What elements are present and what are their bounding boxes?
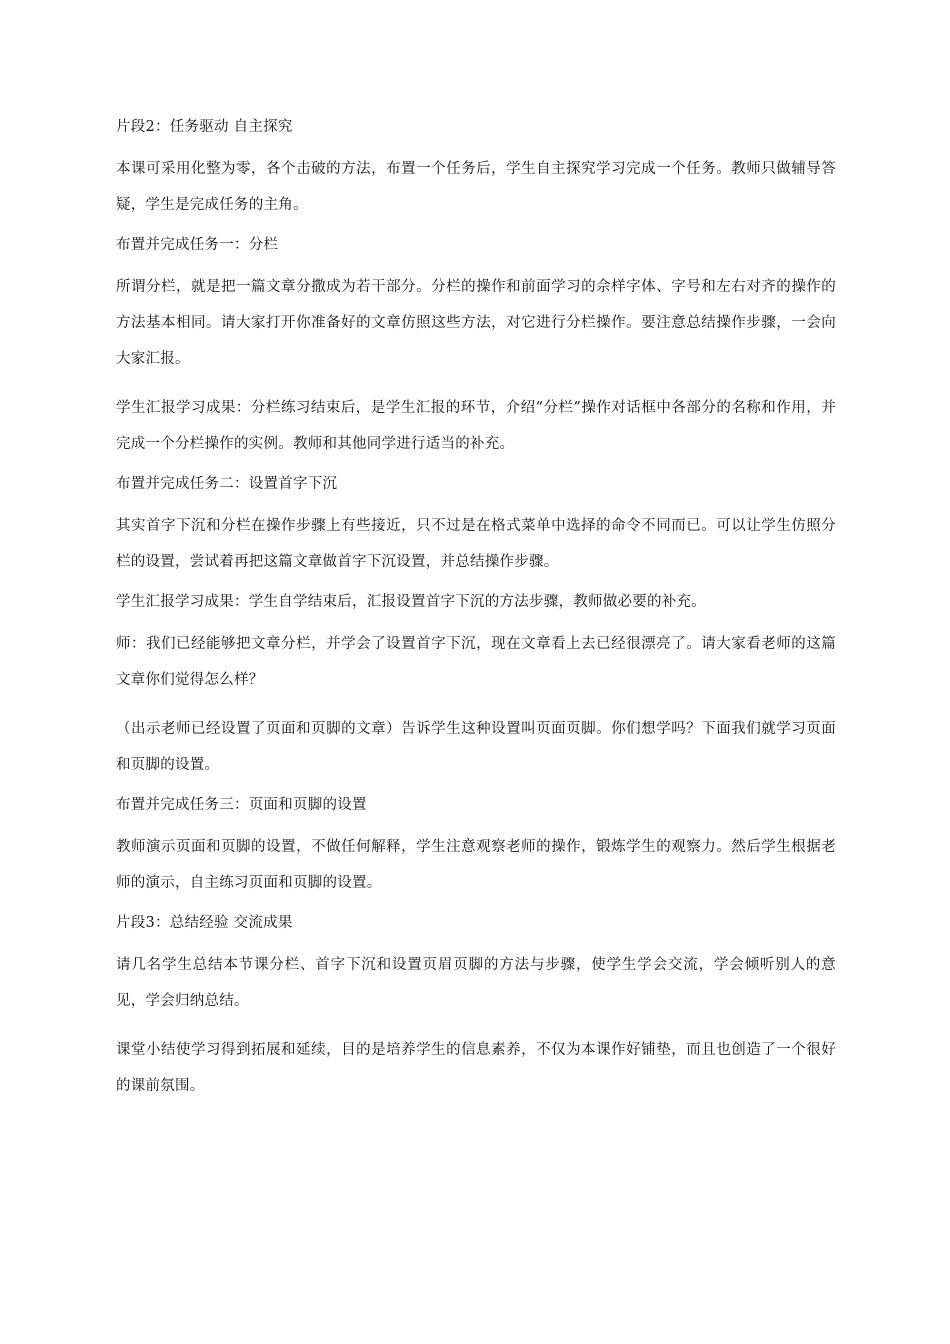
paragraph-columns-report: 学生汇报学习成果：分栏练习结束后，是学生汇报的环节，介绍“分栏”操作对话框中各部分的名称和作用，并完成一个分栏操作的实例。教师和其他同学进行适当的补充。 xyxy=(116,400,836,452)
document-page xyxy=(116,118,836,1117)
paragraph-columns-explanation: 所谓分栏，就是把一篇文章分撒成为若干部分。分栏的操作和前面学习的佘样字体、字号和左右对齐的操作的方法基本相同。请大家打开你准备好的文章仿照这些方法，对它进行分栏操作。要注意总结操作步骤，一会向大家汇报。 xyxy=(116,279,836,367)
paragraph-drop-cap-explanation: 其实首字下沉和分栏在操作步骤上有些接近，只不过是在格式菜单中选择的命令不同而已。可以让学生仿照分栏的设置，尝试着再把这篇文章做首字下沉设置，并总结操作步骤。 xyxy=(116,518,836,570)
paragraph-header-footer-intro: （出示老师已经设置了页面和页脚的文章）告诉学生这种设置叫页面页脚。你们想学吗？下面我们就学习页面和页脚的设置。 xyxy=(116,721,836,773)
paragraph-header-footer-demo: 教师演示页面和页脚的设置，不做任何解释，学生注意观察老师的操作，锻炼学生的观察力。然后学生根据老师的演示，自主练习页面和页脚的设置。 xyxy=(116,839,836,891)
section-heading-segment-3: 片段3：总结经验 交流成果 xyxy=(116,915,293,931)
paragraph-summary-exchange: 请几名学生总结本节课分栏、首字下沉和设置页眉页脚的方法与步骤，使学生学会交流，学会倾听别人的意见，学会归纳总结。 xyxy=(116,957,836,1009)
paragraph-teacher-question: 师：我们已经能够把文章分栏，并学会了设置首字下沉，现在文章看上去已经很漂亮了。请大家看老师的这篇文章你们觉得怎么样？ xyxy=(116,636,836,688)
paragraph-class-summary: 课堂小结使学习得到拓展和延续，目的是培养学生的信息素养，不仅为本课作好铺垫，而且也创造了一个很好的课前氛围。 xyxy=(116,1042,836,1094)
task-heading-header-footer: 布置并完成任务三：页面和页脚的设置 xyxy=(116,797,367,813)
paragraph-drop-cap-report: 学生汇报学习成果：学生自学结束后，汇报设置首字下沉的方法步骤，教师做必要的补充。 xyxy=(116,594,706,610)
paragraph-task-driven-intro: 本课可采用化整为零，各个击破的方法，布置一个任务后，学生自主探究学习完成一个任务。教师只做辅导答疑，学生是完成任务的主角。 xyxy=(116,161,836,213)
task-heading-columns: 布置并完成任务一：分栏 xyxy=(116,237,279,253)
task-heading-drop-cap: 布置并完成任务二：设置首字下沉 xyxy=(116,476,338,492)
section-heading-segment-2: 片段2：任务驱动 自主探究 xyxy=(116,119,293,135)
